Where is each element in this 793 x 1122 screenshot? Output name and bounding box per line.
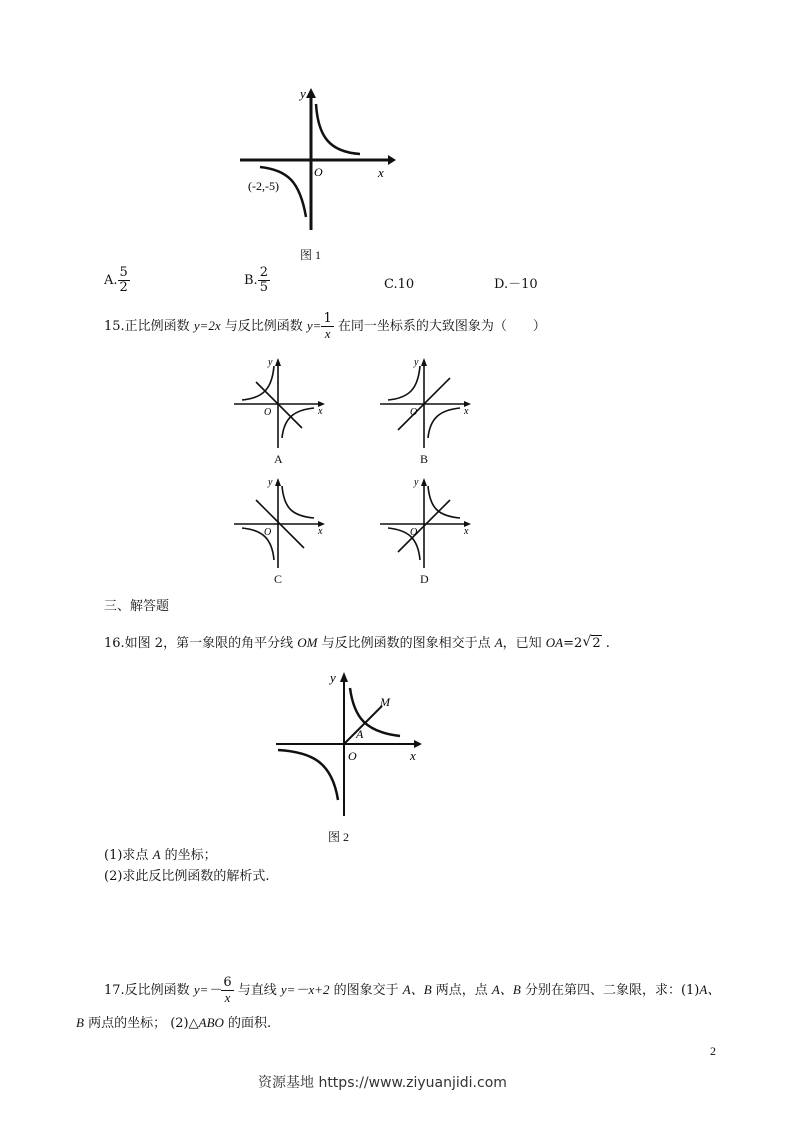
question-16: 16.如图 2，第一象限的角平分线 OM 与反比例函数的图象相交于点 A，已知 OA=2 √ 2 . bbox=[104, 634, 610, 651]
svg-text:A: A bbox=[356, 727, 364, 741]
svg-text:y: y bbox=[268, 477, 273, 488]
option-c: C.10 bbox=[384, 277, 415, 292]
point-label: (-2,-5) bbox=[248, 179, 279, 193]
svg-text:x: x bbox=[318, 526, 323, 537]
graph-option-c bbox=[230, 472, 330, 572]
graph-option-d bbox=[376, 472, 476, 572]
label-a: A bbox=[274, 452, 283, 466]
svg-text:y: y bbox=[414, 477, 419, 488]
svg-text:y: y bbox=[268, 357, 273, 368]
svg-text:O: O bbox=[264, 527, 272, 538]
figure-1-caption: 图 1 bbox=[300, 248, 322, 262]
svg-text:O: O bbox=[264, 407, 272, 418]
figure-2-caption: 图 2 bbox=[328, 830, 350, 844]
label-d: D bbox=[420, 572, 429, 586]
hyperbola-branch-q3 bbox=[278, 750, 338, 800]
figure-1-graph bbox=[230, 82, 400, 242]
question-15: 15.正比例函数 y=2x 与反比例函数 y= $\frac{1}{x}$ 在同一坐标系的大致图象为（ ） bbox=[104, 311, 546, 341]
svg-text:O: O bbox=[410, 527, 418, 538]
option-a: A. $\frac{5}{2}$ bbox=[104, 265, 128, 295]
label-b: B bbox=[420, 452, 429, 466]
origin-label: O bbox=[314, 165, 323, 179]
label-c: C bbox=[274, 572, 283, 586]
svg-text:O: O bbox=[348, 749, 357, 763]
svg-text:y: y bbox=[330, 670, 336, 685]
svg-text:x: x bbox=[318, 406, 323, 417]
question-17-line1: 17.反比例函数 y=－ $\frac{6}{x}$ 与直线 y=－x+2 的图象交于 A、B 两点，点 A、B 分别在第四、二象限，求：(1)A、 bbox=[104, 975, 721, 1005]
svg-text:x: x bbox=[464, 406, 469, 417]
option-d: D.－10 bbox=[494, 277, 538, 292]
svg-text:O: O bbox=[410, 407, 418, 418]
q16-part-1: (1)求点 A 的坐标； bbox=[104, 847, 217, 863]
footer-watermark: 资源基地 https://www.ziyuanjidi.com bbox=[258, 1075, 507, 1091]
option-b: B. $\frac{2}{5}$ bbox=[244, 265, 268, 295]
y-label: y bbox=[300, 86, 306, 101]
figure-2-graph bbox=[270, 666, 430, 826]
q16-part-2: (2)求此反比例函数的解析式. bbox=[104, 869, 270, 884]
section-heading: 三、解答题 bbox=[104, 599, 170, 614]
svg-text:y: y bbox=[414, 357, 419, 368]
page-number: 2 bbox=[710, 1044, 716, 1058]
graph-option-a bbox=[230, 352, 330, 452]
svg-text:M: M bbox=[380, 695, 390, 709]
svg-text:x: x bbox=[410, 748, 416, 763]
question-17-line2: B 两点的坐标； (2)△ABO 的面积. bbox=[76, 1015, 272, 1031]
graph-option-b bbox=[376, 352, 476, 452]
x-axis-arrow bbox=[388, 155, 396, 165]
svg-text:x: x bbox=[464, 526, 469, 537]
hyperbola-branch-q1 bbox=[316, 104, 360, 154]
y-axis-arrow bbox=[306, 88, 316, 98]
x-label: x bbox=[378, 165, 384, 180]
